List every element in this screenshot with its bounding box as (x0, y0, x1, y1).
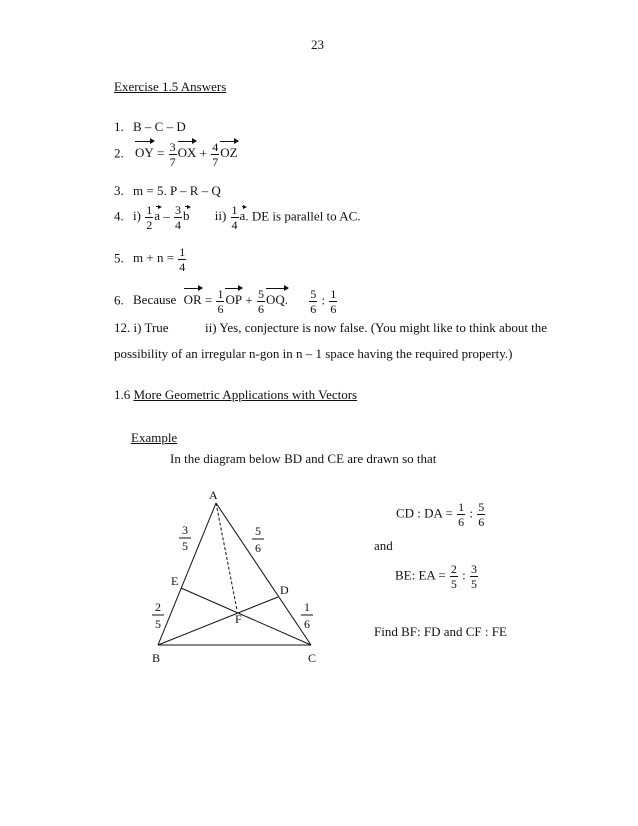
denominator: 7 (169, 155, 176, 169)
ratio-label-ad (252, 524, 264, 555)
denominator: 6 (304, 617, 310, 631)
numerator: 2 (155, 600, 161, 614)
denominator: 6 (255, 541, 261, 555)
ratio-colon: : (469, 505, 473, 521)
numerator: 1 (146, 203, 153, 217)
answer-number: 6. (114, 292, 124, 308)
vector-a: a (154, 208, 160, 224)
ratio-label: CD : DA = (396, 505, 453, 521)
denominator: 5 (471, 577, 478, 591)
numerator: 1 (330, 287, 337, 301)
numerator: 3 (174, 203, 181, 217)
vector-oy: OY (135, 145, 154, 161)
denominator: 2 (146, 218, 153, 232)
question-text: Find BF: FD and CF : FE (374, 624, 507, 639)
numerator: 1 (458, 500, 465, 514)
numerator: 5 (257, 287, 264, 301)
plus-sign: + (245, 292, 253, 308)
vector-op: OP (225, 292, 243, 308)
answer-text: . DE is parallel to AC. (245, 208, 361, 224)
vertex-label-f: F (235, 612, 242, 626)
numerator: 3 (182, 523, 188, 537)
denominator: 5 (450, 577, 457, 591)
ratio-colon: : (321, 292, 326, 308)
denominator: 6 (310, 302, 317, 316)
answer-12-part-ii: ii) Yes, conjecture is now false. (You might like to think about the (205, 320, 548, 335)
part-ii-label: ii) (214, 208, 227, 224)
vertex-label-d: D (280, 583, 289, 597)
because-text: Because (133, 292, 177, 308)
vertex-label-b: B (152, 651, 161, 665)
vector-or: OR (183, 292, 202, 308)
numerator: 5 (478, 500, 485, 514)
numerator: 4 (212, 140, 219, 154)
answer-text: m + n = (133, 250, 175, 266)
answer-number: 4. (114, 208, 124, 224)
ratio-label-dc (301, 600, 313, 631)
section-heading: Exercise 1.5 Answers (114, 79, 227, 94)
vector-oq: OQ. (265, 292, 288, 308)
example-intro: In the diagram below BD and CE are drawn so that (170, 451, 437, 466)
answer-number: 1. (114, 119, 124, 134)
minus-sign: – (163, 208, 170, 224)
plus-sign: + (199, 145, 207, 161)
equals-sign: = (204, 292, 213, 308)
equals-sign: = (157, 145, 165, 161)
answer-text: m = 5. P – R – Q (133, 183, 221, 198)
vector-b: b (182, 208, 190, 224)
denominator: 5 (155, 617, 161, 631)
denominator: 4 (174, 218, 181, 232)
and-text: and (374, 538, 393, 553)
numerator: 1 (231, 203, 238, 217)
numerator: 1 (179, 245, 186, 259)
section-number: 1.6 (114, 387, 131, 402)
denominator: 5 (182, 539, 188, 553)
vector-oz: OZ (220, 145, 238, 161)
denominator: 6 (478, 515, 485, 529)
answer-number: 3. (114, 183, 124, 198)
denominator: 7 (212, 155, 219, 169)
numerator: 5 (310, 287, 317, 301)
vertex-label-c: C (308, 651, 317, 665)
denominator: 6 (257, 302, 264, 316)
vector-ox: OX (177, 145, 197, 161)
numerator: 1 (217, 287, 224, 301)
answer-12-number: 12. i) True (114, 320, 169, 335)
denominator: 4 (231, 218, 238, 232)
denominator: 6 (330, 302, 337, 316)
section-title: More Geometric Applications with Vectors (133, 387, 358, 402)
vertex-label-a: A (209, 488, 218, 502)
numerator: 2 (450, 562, 457, 576)
denominator: 6 (458, 515, 465, 529)
numerator: 5 (255, 524, 261, 538)
ratio-label: BE: EA = (395, 567, 446, 583)
answer-number: 5. (114, 250, 124, 266)
numerator: 3 (169, 140, 176, 154)
part-i-label: i) (133, 208, 141, 224)
ratio-label-eb (152, 600, 164, 631)
ratio-colon: : (462, 567, 466, 583)
vector-a: a (239, 208, 246, 224)
numerator: 1 (304, 600, 310, 614)
denominator: 4 (179, 260, 186, 274)
answer-text: B – C – D (133, 119, 186, 134)
answer-number: 2. (114, 145, 124, 161)
page-number: 23 (311, 37, 324, 52)
example-label: Example (131, 430, 178, 445)
answer-12-continuation: possibility of an irregular n-gon in n – 1 space having the required property.) (114, 346, 513, 361)
numerator: 3 (471, 562, 478, 576)
ratio-label-ae (179, 523, 191, 553)
vertex-label-e: E (171, 574, 179, 588)
denominator: 6 (217, 302, 224, 316)
